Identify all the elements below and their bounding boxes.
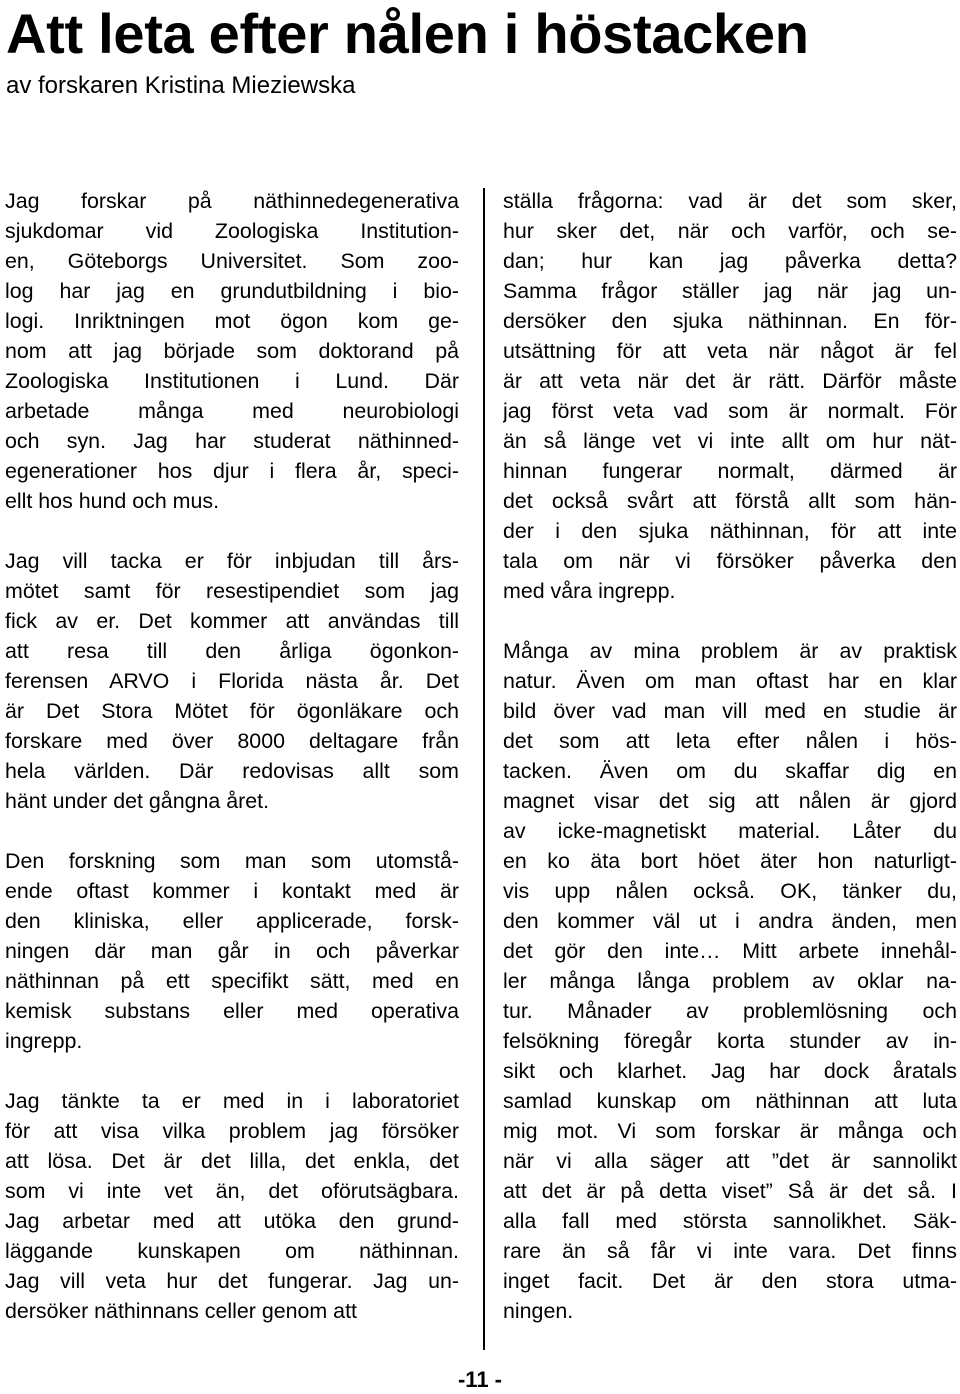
text-line: rare än så får vi inte vara. Det finns [503,1239,957,1263]
text-line: vis upp nålen också. OK, tänker du, [503,879,957,903]
text-line: för att visa vilka problem jag försöker [5,1119,459,1143]
text-line: är att veta när det är rätt. Därför måste [503,369,957,393]
text-line: Jag arbetar med att utöka den grund- [5,1209,459,1233]
text-line: att lösa. Det är det lilla, det enkla, det [5,1149,459,1173]
text-line: är Det Stora Mötet för ögonläkare och [5,699,459,723]
text-line: samlad kunskap om näthinnan att luta [503,1089,957,1113]
text-line: kemisk substans eller med operativa [5,999,459,1023]
text-line: den kommer väl ut i andra änden, men [503,909,957,933]
article-title: Att leta efter nålen i höstacken [6,2,809,65]
text-line: fick av er. Det kommer att användas till [5,609,459,633]
right-column [503,186,957,1326]
text-line: det gör den inte… Mitt arbete innehål- [503,939,957,963]
text-line: Den forskning som man som utomstå- [5,849,459,873]
text-line: Zoologiska Institutionen i Lund. Där [5,369,459,393]
text-line: Jag tänkte ta er med in i laboratoriet [5,1089,459,1113]
text-line: utsättning för att veta när något är fel [503,339,957,363]
text-line: egenerationer hos djur i flera år, speci- [5,459,459,483]
text-line: jag först veta vad som är normalt. För [503,399,957,423]
text-line: dersöker näthinnans celler genom att [5,1299,357,1323]
text-line: nom att jag började som doktorand på [5,339,459,363]
text-line: ningen. [503,1299,574,1323]
text-line: alla fall med största sannolikhet. Säk- [503,1209,957,1233]
text-line: ferensen ARVO i Florida nästa år. Det [5,669,459,693]
text-line: ler många långa problem av oklar na- [503,969,957,993]
text-line: dersöker den sjuka näthinnan. En för- [503,309,957,333]
text-line: der i den sjuka näthinnan, för att inte [503,519,957,543]
text-line: det också svårt att förstå allt som hän- [503,489,957,513]
text-line: ende oftast kommer i kontakt med är [5,879,459,903]
text-line: bild över vad man vill med en studie är [503,699,957,723]
text-line: sikt och klarhet. Jag har dock åratals [503,1059,957,1083]
text-line: och syn. Jag har studerat näthinned- [5,429,459,453]
text-line: inget facit. Det är den stora utma- [503,1269,957,1293]
text-line: forskare med över 8000 deltagare från [5,729,459,753]
text-line: hänt under det gångna året. [5,789,270,813]
text-line: när vi alla säger att ”det är sannolikt [503,1149,957,1173]
text-line: att det är på detta viset” Så är det så. I [503,1179,957,1203]
text-line: en, Göteborgs Universitet. Som zoo- [5,249,459,273]
text-line: ellt hos hund och mus. [5,489,220,513]
paragraph-gap [5,516,459,546]
text-line: mötet samt för resestipendiet som jag [5,579,459,603]
text-line: Jag forskar på näthinnedegenerativa [5,189,459,213]
text-line: Samma frågor ställer jag när jag un- [503,279,957,303]
text-line: en ko äta bort höet äter hon naturligt- [503,849,957,873]
text-line: dan; hur kan jag påverka detta? [503,249,957,273]
text-line: tur. Månader av problemlösning och [503,999,957,1023]
text-line: tala om när vi försöker påverka den [503,549,957,573]
text-line: med våra ingrepp. [503,579,676,603]
text-line: mig mot. Vi som forskar är många och [503,1119,957,1143]
text-line: det som att leta efter nålen i hös- [503,729,957,753]
text-line: sjukdomar vid Zoologiska Institution- [5,219,459,243]
text-line: Jag vill veta hur det fungerar. Jag un- [5,1269,459,1293]
text-line: arbetade många med neurobiologi [5,399,459,423]
text-line: av icke-magnetiskt material. Låter du [503,819,957,843]
page-number: -11 - [457,1367,503,1392]
text-line: än så länge vet vi inte allt om hur nät- [503,429,957,453]
text-line: att resa till den årliga ögonkon- [5,639,459,663]
text-line: hela världen. Där redovisas allt som [5,759,459,783]
text-line: ingrepp. [5,1029,83,1053]
paragraph-gap [5,816,459,846]
left-column [5,186,459,1326]
article-byline: av forskaren Kristina Mieziewska [6,72,356,99]
text-line: den kliniska, eller applicerade, forsk- [5,909,459,933]
text-line: hur sker det, när och varför, och se- [503,219,957,243]
text-line: näthinnan på ett specifikt sätt, med en [5,969,459,993]
text-line: log har jag en grundutbildning i bio- [5,279,459,303]
text-line: hinnan fungerar normalt, därmed är [503,459,957,483]
paragraph-gap [503,606,957,636]
text-line: ningen där man går in och påverkar [5,939,459,963]
text-line: natur. Även om man oftast har en klar [503,669,957,693]
text-line: som vi inte vet än, det oförutsägbara. [5,1179,459,1203]
text-line: logi. Inriktningen mot ögon kom ge- [5,309,459,333]
paragraph-gap [5,1056,459,1086]
text-line: felsökning föregår korta stunder av in- [503,1029,957,1053]
text-line: Jag vill tacka er för inbjudan till års- [5,549,459,573]
text-line: magnet visar det sig att nålen är gjord [503,789,957,813]
text-line: ställa frågorna: vad är det som sker, [503,189,957,213]
text-line: tacken. Även om du skaffar dig en [503,759,957,783]
column-divider [483,188,485,1350]
text-line: läggande kunskapen om näthinnan. [5,1239,459,1263]
text-line: Många av mina problem är av praktisk [503,639,957,663]
